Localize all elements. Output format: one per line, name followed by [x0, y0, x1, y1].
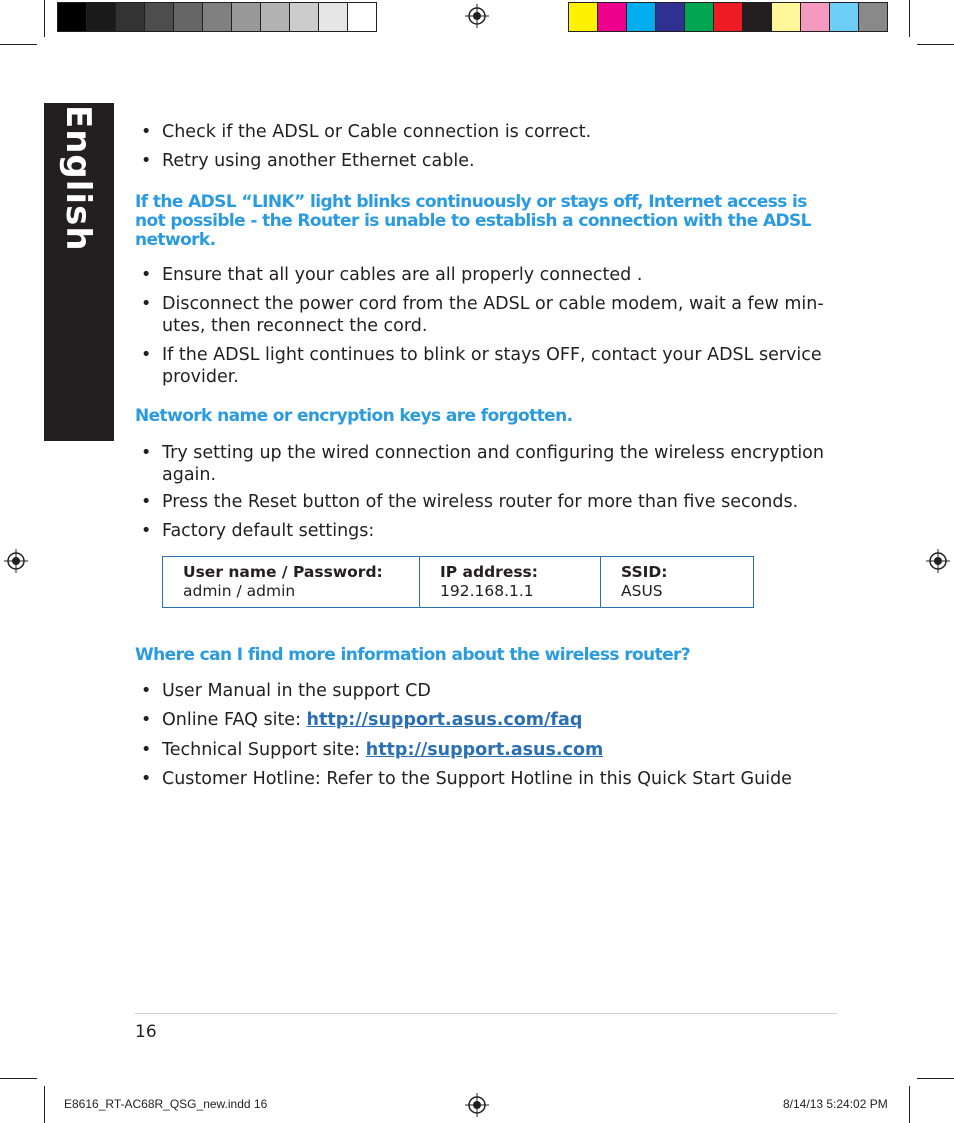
- table-cell-credentials: [163, 557, 419, 607]
- bullet-text-block: [162, 344, 842, 388]
- section-heading-adsl: [135, 193, 835, 250]
- bullet-text-block: [162, 293, 842, 337]
- color-swatch: [348, 3, 376, 31]
- bullet-text: Customer Hotline: Refer to the Support Hotline in this Quick Start Guide: [162, 769, 792, 789]
- color-swatch: [261, 3, 290, 31]
- bullet-text: Check if the ADSL or Cable connection is correct.: [162, 122, 592, 142]
- registration-mark-icon: [926, 549, 950, 573]
- page-number: 16: [135, 1022, 157, 1042]
- color-swatch: [598, 3, 627, 31]
- support-label: Technical Support site:: [162, 740, 366, 760]
- crop-mark: [0, 1078, 37, 1079]
- factory-defaults-table: [162, 556, 754, 608]
- registration-mark-icon: [4, 549, 28, 573]
- crop-mark: [917, 1078, 954, 1079]
- bullet-text: Retry using another Ethernet cable.: [162, 151, 475, 171]
- bullet-icon: •: [141, 740, 152, 760]
- section-heading-info: Where can I find more information about the wireless router?: [135, 645, 691, 665]
- bullet-icon: •: [141, 265, 152, 285]
- bullet-icon: •: [141, 151, 152, 171]
- bullet-text-line: again.: [162, 465, 217, 485]
- color-swatch: [656, 3, 685, 31]
- support-link[interactable]: http://support.asus.com: [365, 740, 604, 760]
- color-swatch: [58, 3, 87, 31]
- faq-link[interactable]: http://support.asus.com/faq: [306, 710, 583, 730]
- bullet-text: User Manual in the support CD: [162, 681, 431, 701]
- bullet-text-block: [162, 442, 842, 486]
- bullet-icon: •: [141, 521, 152, 541]
- slug-file: E8616_RT-AC68R_QSG_new.indd 16: [64, 1097, 268, 1111]
- language-tab: [44, 103, 114, 441]
- color-swatch: [116, 3, 145, 31]
- grayscale-color-bar: [57, 2, 377, 32]
- section-heading-network: Network name or encryption keys are forgotten.: [135, 406, 573, 426]
- crop-mark: [909, 0, 910, 37]
- bullet-icon: •: [141, 710, 152, 730]
- color-swatch: [743, 3, 772, 31]
- table-cell-ssid: [600, 557, 753, 607]
- crop-mark: [909, 1086, 910, 1123]
- bullet-icon: •: [141, 122, 152, 142]
- heading-line: not possible - the Router is unable to establish a connection with the ADSL: [135, 211, 811, 231]
- bullet-text-block: [162, 739, 842, 761]
- cell-label: SSID:: [621, 563, 668, 581]
- color-swatch: [772, 3, 801, 31]
- bullet-icon: •: [141, 443, 152, 463]
- language-tab-label: English: [58, 105, 98, 252]
- color-swatch: [627, 3, 656, 31]
- bullet-text-block: [162, 709, 842, 731]
- bullet-text-line: utes, then reconnect the cord.: [162, 316, 428, 336]
- color-swatch: [232, 3, 261, 31]
- color-swatch: [714, 3, 743, 31]
- crop-mark: [917, 44, 954, 45]
- registration-mark-icon: [465, 1093, 489, 1117]
- crop-mark: [0, 44, 37, 45]
- cell-value: ASUS: [621, 582, 663, 600]
- bullet-icon: •: [141, 492, 152, 512]
- bullet-text-line: provider.: [162, 367, 239, 387]
- color-swatch: [145, 3, 174, 31]
- bullet-icon: •: [141, 294, 152, 314]
- bullet-icon: •: [141, 345, 152, 365]
- color-swatch: [87, 3, 116, 31]
- bullet-text-line: If the ADSL light continues to blink or stays OFF, contact your ADSL service: [162, 345, 822, 365]
- color-swatch: [290, 3, 319, 31]
- cell-value: 192.168.1.1: [440, 582, 534, 600]
- bullet-icon: •: [141, 769, 152, 789]
- bullet-text: Factory default settings:: [162, 521, 375, 541]
- bullet-text-line: Disconnect the power cord from the ADSL or cable modem, wait a few min-: [162, 294, 824, 314]
- color-swatch: [569, 3, 598, 31]
- cell-label: IP address:: [440, 563, 538, 581]
- color-swatch: [174, 3, 203, 31]
- bullet-icon: •: [141, 681, 152, 701]
- process-color-bar: [568, 2, 888, 32]
- cell-value: admin / admin: [183, 582, 296, 600]
- color-swatch: [830, 3, 859, 31]
- color-swatch: [319, 3, 348, 31]
- color-swatch: [801, 3, 830, 31]
- faq-label: Online FAQ site:: [162, 710, 307, 730]
- color-swatch: [859, 3, 887, 31]
- crop-mark: [44, 1086, 45, 1123]
- bullet-text: Ensure that all your cables are all properly connected .: [162, 265, 643, 285]
- cell-label: User name / Password:: [183, 563, 383, 581]
- color-swatch: [685, 3, 714, 31]
- footer-rule: [135, 1013, 837, 1014]
- registration-mark-icon: [465, 4, 489, 28]
- crop-mark: [44, 0, 45, 37]
- slug-date: 8/14/13 5:24:02 PM: [783, 1097, 888, 1111]
- color-swatch: [203, 3, 232, 31]
- bullet-text: Press the Reset button of the wireless router for more than five seconds.: [162, 492, 799, 512]
- table-cell-ip: [419, 557, 600, 607]
- heading-line: If the ADSL “LINK” light blinks continuously or stays off, Internet access is: [135, 192, 807, 212]
- bullet-text-line: Try setting up the wired connection and configuring the wireless encryption: [162, 443, 824, 463]
- heading-line: network.: [135, 230, 216, 250]
